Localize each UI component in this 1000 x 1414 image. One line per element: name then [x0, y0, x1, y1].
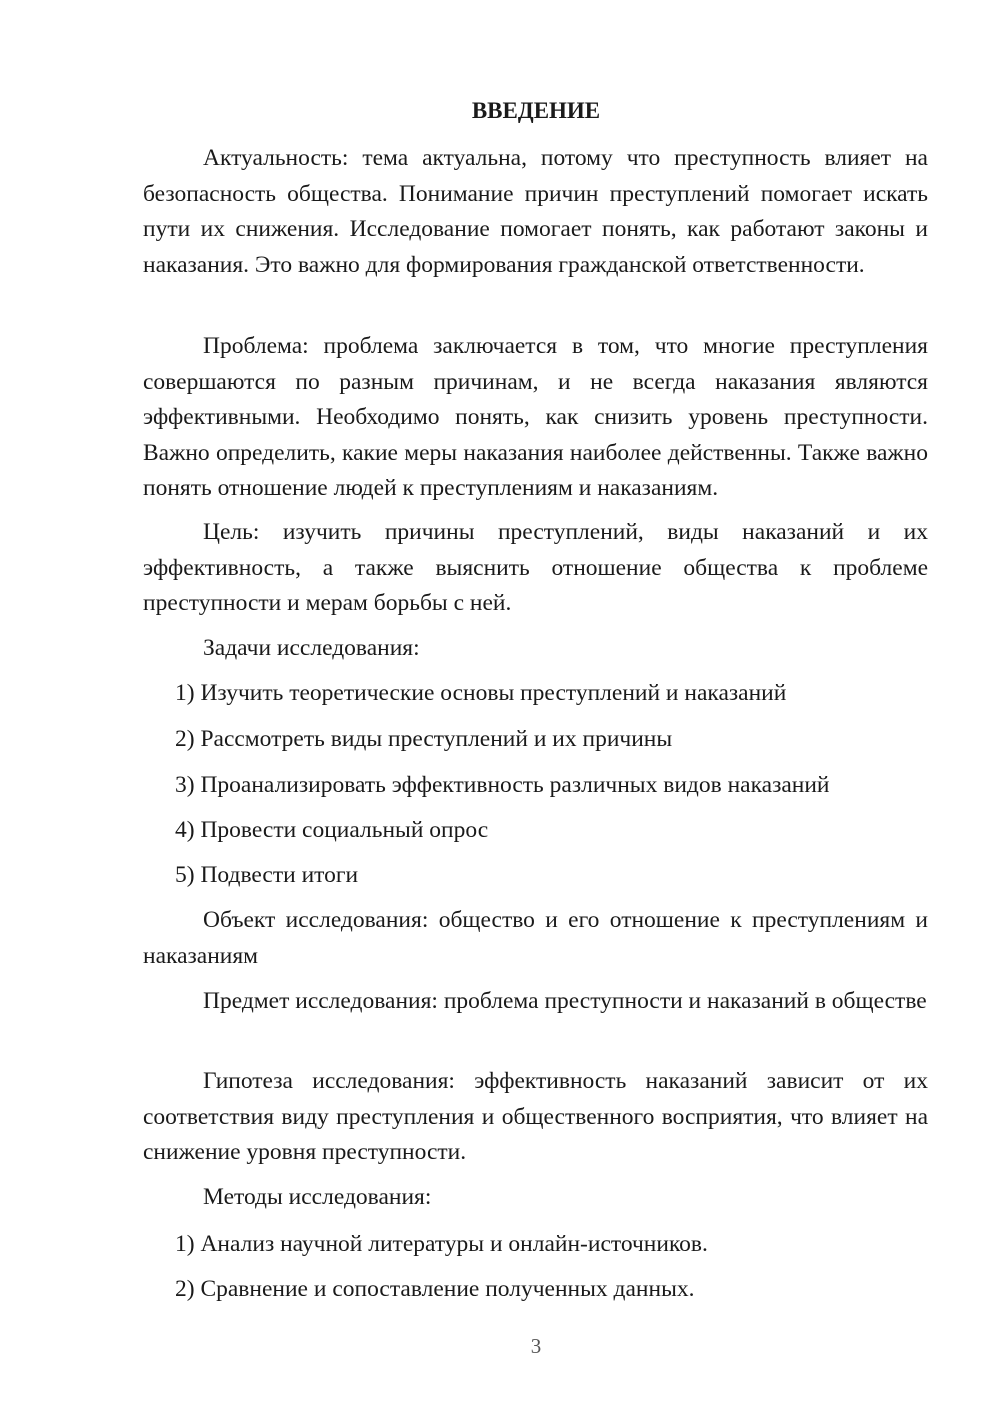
- task-item: 2) Рассмотреть виды преступлений и их причины: [175, 726, 673, 752]
- tasks-heading: Задачи исследования:: [203, 635, 420, 661]
- relevance-paragraph: Актуальность: тема актуальна, потому что преступность влияет на безопасность общества. Понимание причин преступлений помогает искать пути их снижения. Исследование помогает понять, как работают законы и наказания. Это важно для формирования гражданской ответственности.: [143, 145, 928, 278]
- problem-paragraph: Проблема: проблема заключается в том, что многие преступления совершаются по разным причинам, и не всегда наказания являются эффективными. Необходимо понять, как снизить уровень преступности. Важно определить, какие меры наказания наиболее действенны. Также важно понять отношение людей к преступлениям и наказаниям.: [143, 333, 928, 501]
- methods-heading: Методы исследования:: [203, 1184, 432, 1210]
- task-item: 3) Проанализировать эффективность различных видов наказаний: [175, 772, 830, 798]
- goal-paragraph: Цель: изучить причины преступлений, виды наказаний и их эффективность, а также выяснить отношение общества к проблеме преступности и мерам борьбы с ней.: [143, 519, 928, 616]
- section-title: ВВЕДЕНИЕ: [471, 98, 601, 123]
- object-paragraph: Объект исследования: общество и его отношение к преступлениям и наказаниям: [143, 907, 928, 969]
- method-item: 1) Анализ научной литературы и онлайн-источников.: [175, 1231, 708, 1257]
- task-item: 4) Провести социальный опрос: [175, 817, 489, 843]
- subject-paragraph: Предмет исследования: проблема преступности и наказаний в обществе: [203, 988, 927, 1014]
- task-item: 5) Подвести итоги: [175, 862, 359, 888]
- task-item: 1) Изучить теоретические основы преступлений и наказаний: [175, 680, 787, 706]
- page-number: 3: [530, 1334, 542, 1358]
- hypothesis-paragraph: Гипотеза исследования: эффективность наказаний зависит от их соответствия виду преступления и общественного восприятия, что влияет на снижение уровня преступности.: [143, 1068, 928, 1165]
- method-item: 2) Сравнение и сопоставление полученных данных.: [175, 1276, 695, 1302]
